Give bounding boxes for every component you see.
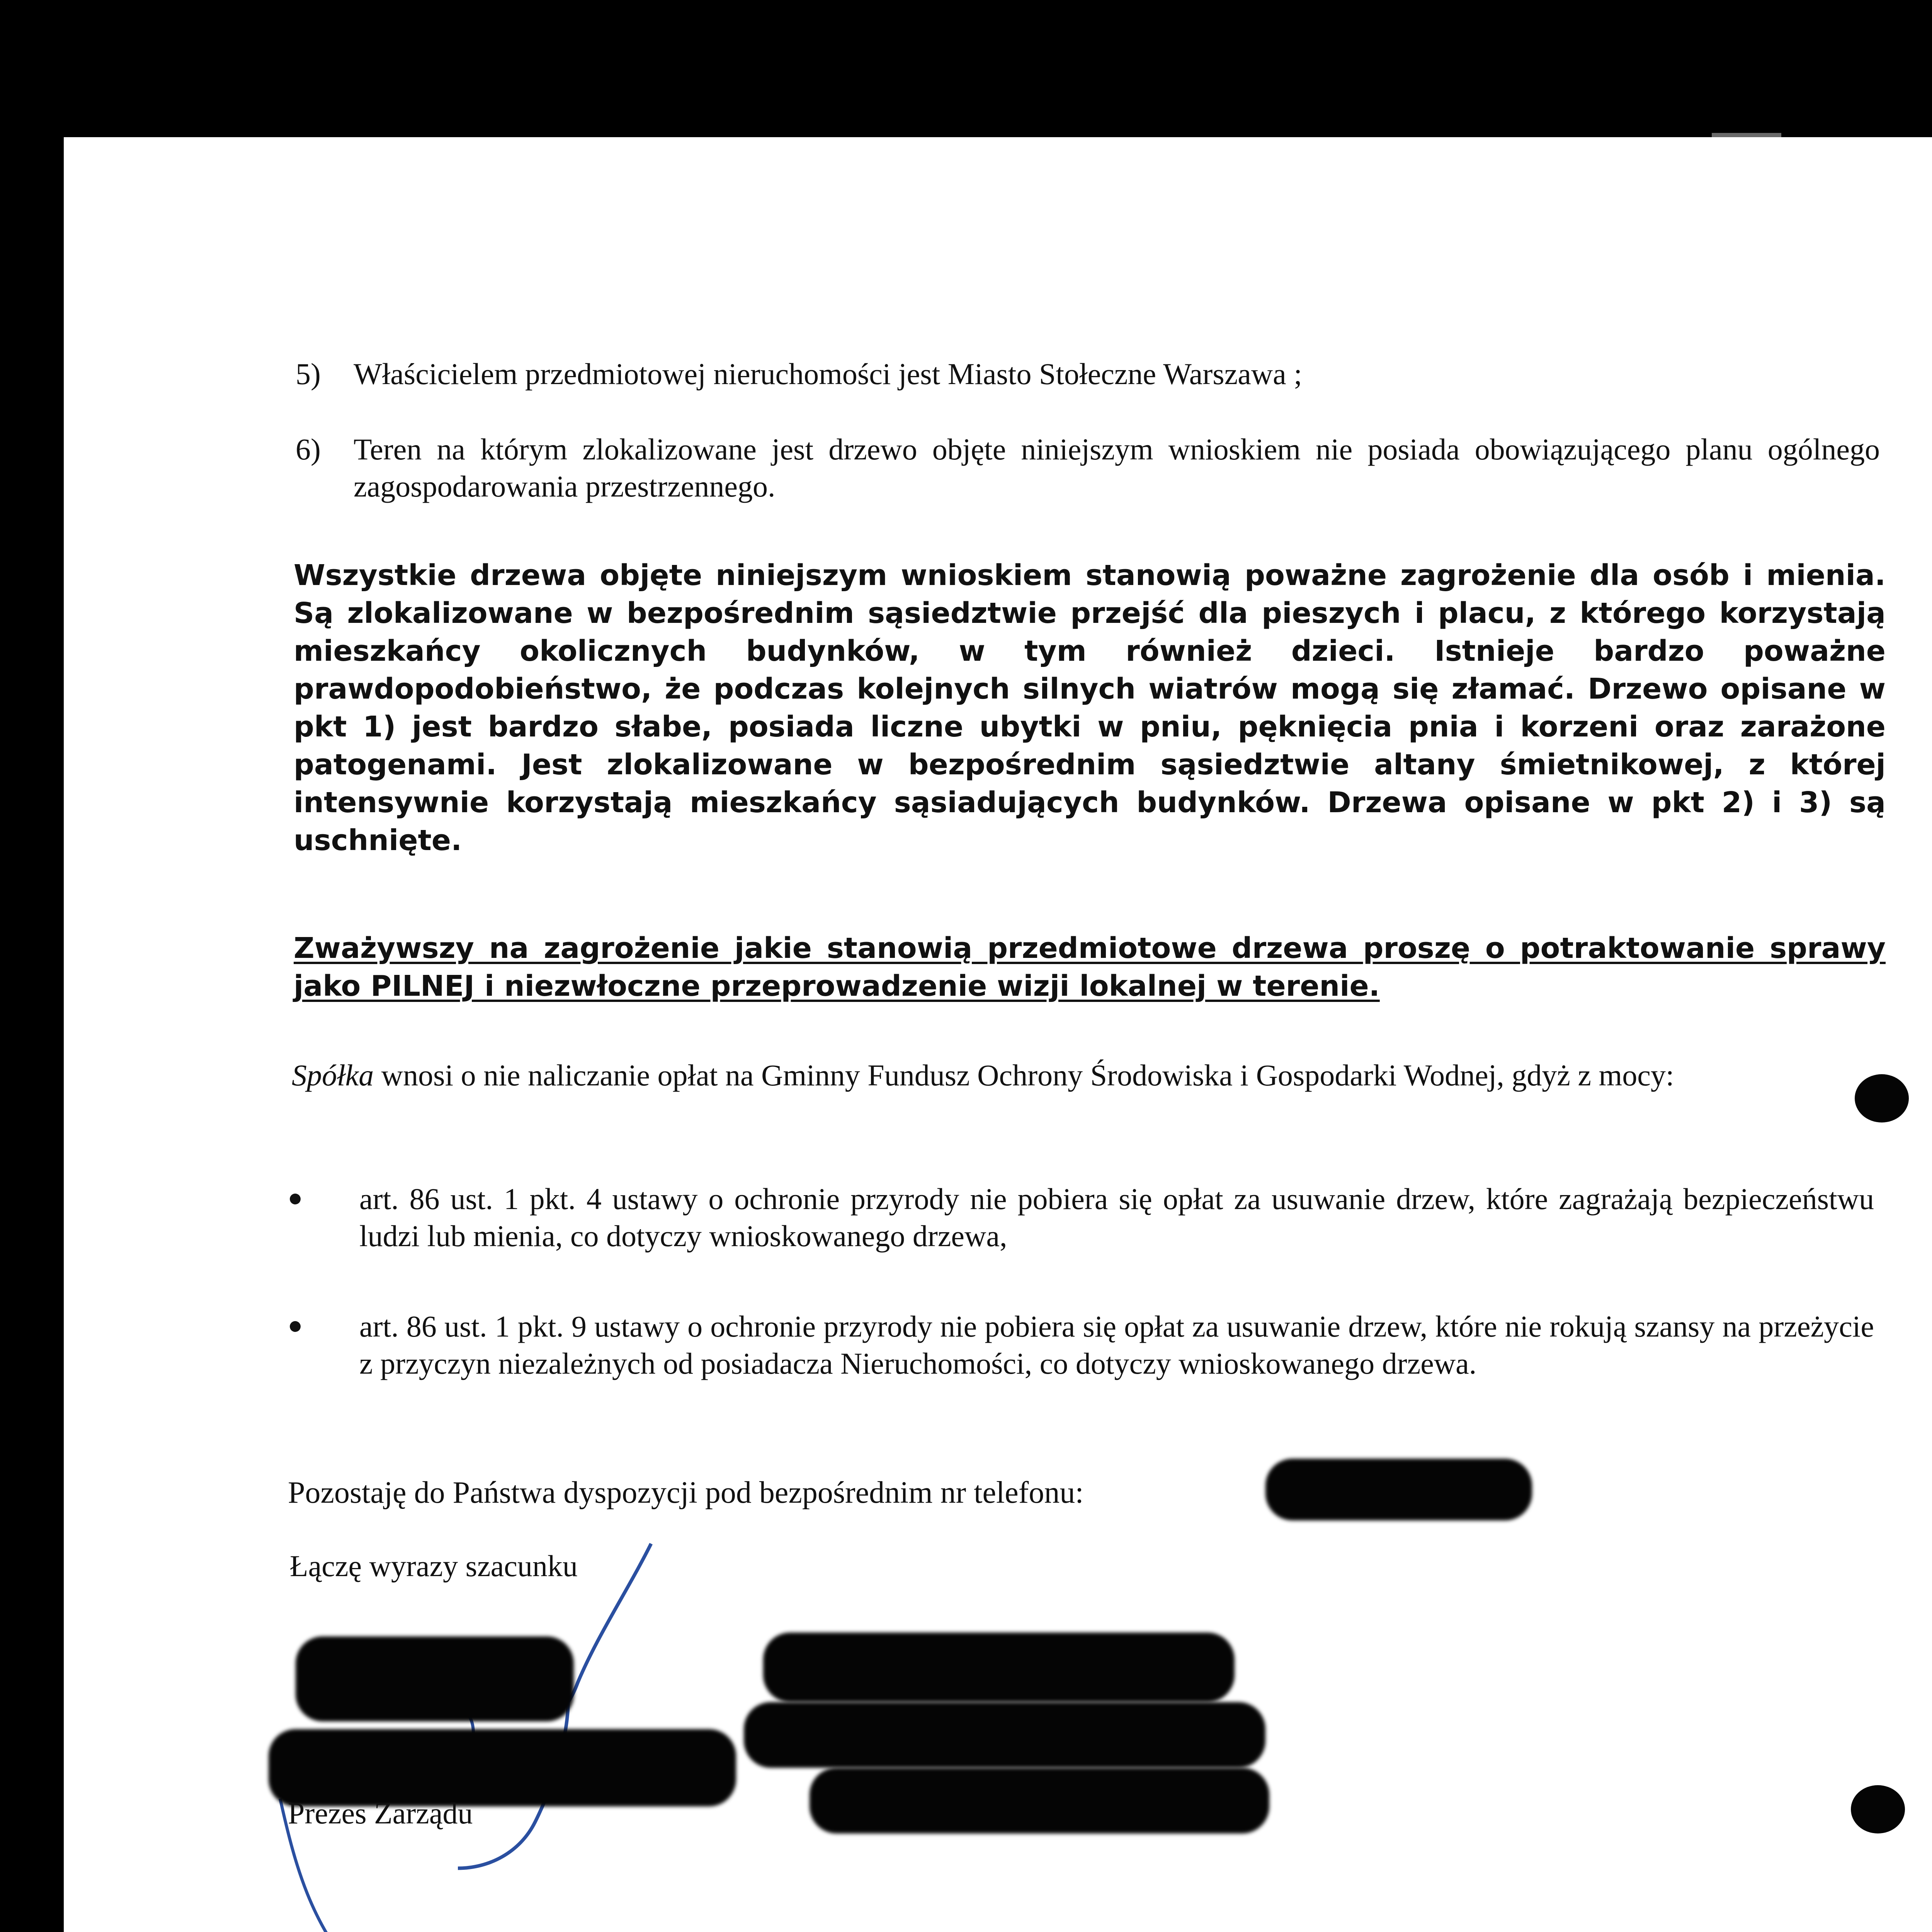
signer-name-redaction xyxy=(296,1636,574,1721)
signature-title: Prezes Zarządu xyxy=(288,1796,473,1830)
fee-intro-lead: Spółka xyxy=(292,1058,374,1092)
point-text: Teren na którym zlokalizowane jest drzewo objęte niniejszym wnioskiem nie posiada obowiązującego planu ogólnego zagospodarowania przestrzennego. xyxy=(354,432,1880,503)
point-number: 5) xyxy=(296,357,321,391)
fee-intro-rest: wnosi o nie naliczanie opłat na Gminny Fundusz Ochrony Środowiska i Gospodarki Wodnej, gdyż z mocy: xyxy=(381,1058,1674,1092)
point-number: 6) xyxy=(296,432,321,466)
company-stamp-redaction xyxy=(810,1768,1269,1833)
bullet-text: art. 86 ust. 1 pkt. 9 ustawy o ochronie przyrody nie pobiera się opłat za usuwanie drzew, które nie rokują szansy na przeżycie z przyczyn niezależnych od posiadacza Nieruchomości, co dotyczy wnioskowanego drzewa. xyxy=(359,1310,1874,1380)
urgent-request: Zważywszy na zagrożenie jakie stanowią przedmiotowe drzewa proszę o potraktowanie sprawy jako PILNEJ i niezwłoczne przeprowadzenie wizji lokalnej w terenie. xyxy=(294,932,1886,1003)
point-text: Właścicielem przedmiotowej nieruchomości jest Miasto Stołeczne Warszawa ; xyxy=(354,357,1302,391)
punch-hole xyxy=(1855,1074,1909,1122)
contact-line: Pozostaję do Państwa dyspozycji pod bezpośrednim nr telefonu: xyxy=(288,1476,1084,1510)
closing: Łączę wyrazy szacunku xyxy=(290,1549,578,1583)
document-page xyxy=(64,137,1932,1932)
company-stamp-redaction xyxy=(744,1702,1265,1768)
punch-hole xyxy=(1851,1785,1905,1833)
threat-paragraph: Wszystkie drzewa objęte niniejszym wnioskiem stanowią poważne zagrożenie dla osób i mienia. Są zlokalizowane w bezpośrednim sąsiedztwie przejść dla pieszych i placu, z którego korzystają mieszkańcy okolicznych budynków, w tym również dzieci. Istnieje bardzo poważne prawdopodobieństwo, że podczas kolejnych silnych wiatrów mogą się złamać. Drzewo opisane w pkt 1) jest bardzo słabe, posiada liczne ubytki w pniu, pęknięcia pnia i korzeni oraz zarażone patogenami. Jest zlokalizowane w bezpośrednim sąsiedztwie altany śmietnikowej, z której intensywnie korzystają mieszkańcy sąsiadujących budynków. Drzewa opisane w pkt 2) i 3) są uschnięte. xyxy=(294,559,1886,857)
bullet-text: art. 86 ust. 1 pkt. 4 ustawy o ochronie przyrody nie pobiera się opłat za usuwanie drzew, które zagrażają bezpieczeństwu ludzi lub mienia, co dotyczy wnioskowanego drzewa, xyxy=(359,1182,1874,1253)
company-stamp-redaction xyxy=(763,1633,1235,1702)
